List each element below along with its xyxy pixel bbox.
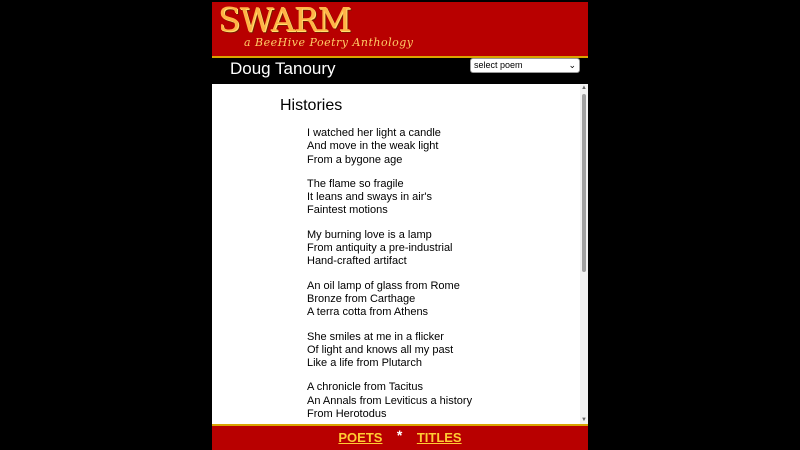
poem-title: Histories: [280, 97, 343, 114]
page-frame: [212, 0, 588, 450]
stanza: [307, 381, 567, 421]
content-scrollbar[interactable]: [580, 84, 588, 424]
poem-line: Hand-crafted artifact: [307, 255, 407, 268]
poem-line: Bronze from Carthage: [307, 292, 416, 305]
poet-header: [212, 58, 588, 84]
poem-line: A terra cotta from Athens: [307, 306, 429, 319]
poem-line: From a bygone age: [307, 153, 403, 166]
footer-nav: [212, 424, 588, 450]
site-logo[interactable]: SWARM: [218, 0, 351, 39]
poem-line: And move in the weak light: [307, 140, 439, 153]
poem-select-dropdown[interactable]: [470, 58, 580, 73]
poem-select-value: select poem: [474, 60, 523, 70]
chevron-down-icon: ⌄: [568, 60, 576, 70]
titles-link[interactable]: TITLES: [416, 430, 462, 445]
poem-line: Of light and knows all my past: [307, 343, 454, 356]
poet-name: Doug Tanoury: [230, 59, 336, 78]
site-banner: [212, 2, 588, 58]
stanza: [307, 229, 567, 269]
poem-line: She smiles at me in a flicker: [307, 330, 444, 343]
poem-line: From Herotodus: [307, 408, 387, 421]
scrollbar-thumb[interactable]: [582, 94, 586, 272]
stanza: [307, 280, 567, 320]
stanza: [307, 127, 567, 167]
poets-link[interactable]: POETS: [338, 430, 383, 445]
poem-line: The flame so fragile: [307, 177, 404, 190]
poem-line: A chronicle from Tacitus: [307, 381, 423, 394]
poem-line: An oil lamp of glass from Rome: [307, 279, 460, 292]
site-tagline: a BeeHive Poetry Anthology: [244, 36, 414, 49]
poem-line: My burning love is a lamp: [307, 228, 432, 241]
footer-separator: *: [396, 427, 403, 443]
poem-body: [307, 127, 567, 424]
poem-content: [212, 84, 588, 424]
poem-line: From antiquity a pre-industrial: [307, 242, 453, 255]
stanza: [307, 178, 567, 218]
poem-line: Faintest motions: [307, 204, 388, 217]
poem-line: It leans and sways in air's: [307, 191, 432, 204]
scroll-down-icon[interactable]: ▼: [581, 417, 587, 423]
poem-line: Like a life from Plutarch: [307, 357, 422, 370]
stanza: [307, 331, 567, 371]
scroll-up-icon[interactable]: ▲: [581, 85, 587, 91]
poem-line: I watched her light a candle: [307, 127, 441, 139]
poem-line: An Annals from Leviticus a history: [307, 394, 473, 407]
